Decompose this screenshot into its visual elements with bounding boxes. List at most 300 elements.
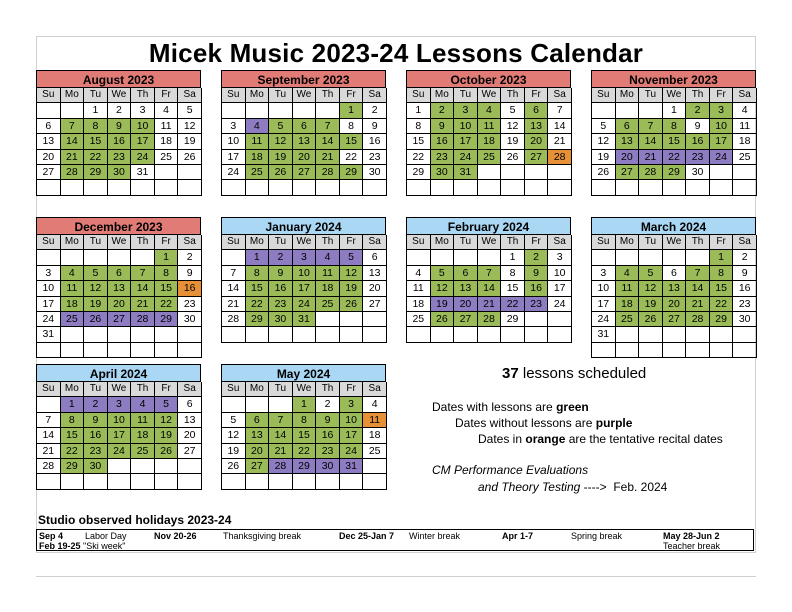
- day-cell: 10: [592, 281, 616, 296]
- empty-cell: [222, 327, 246, 342]
- empty-cell: [663, 250, 687, 265]
- day-cell: 24: [340, 444, 364, 459]
- empty-cell: [246, 397, 270, 412]
- day-cell: 10: [548, 266, 572, 281]
- weekday-header: Th: [131, 235, 155, 250]
- empty-cell: [178, 343, 202, 358]
- empty-cell: [269, 474, 293, 489]
- day-cell: 17: [222, 150, 246, 165]
- day-cell: 19: [269, 150, 293, 165]
- day-cell: 5: [222, 413, 246, 428]
- day-cell: 8: [84, 119, 108, 134]
- day-cell: 10: [340, 413, 364, 428]
- day-cell: 26: [340, 297, 364, 312]
- day-cell: 16: [84, 428, 108, 443]
- day-cell: 4: [733, 103, 757, 118]
- day-cell: 4: [155, 103, 179, 118]
- day-cell: 29: [246, 312, 270, 327]
- holiday-label: Thanksgiving break: [223, 531, 302, 541]
- day-cell: 13: [616, 134, 640, 149]
- holidays-title: Studio observed holidays 2023-24: [38, 513, 232, 527]
- day-cell: 9: [525, 266, 549, 281]
- empty-cell: [131, 459, 155, 474]
- day-cell: 20: [108, 297, 132, 312]
- empty-cell: [525, 327, 549, 342]
- weekday-header: Sa: [178, 235, 202, 250]
- empty-cell: [108, 459, 132, 474]
- day-cell: 27: [37, 165, 61, 180]
- weekday-header: Th: [686, 88, 710, 103]
- day-cell: 1: [84, 103, 108, 118]
- day-cell: 3: [454, 103, 478, 118]
- day-cell: 6: [525, 103, 549, 118]
- day-cell: 3: [37, 266, 61, 281]
- page-title: Micek Music 2023-24 Lessons Calendar: [148, 38, 644, 68]
- day-cell: 18: [733, 134, 757, 149]
- empty-cell: [478, 180, 502, 195]
- day-cell: 13: [363, 266, 387, 281]
- day-cell: 22: [293, 444, 317, 459]
- day-cell: 23: [316, 444, 340, 459]
- weekday-header: Tu: [454, 235, 478, 250]
- day-cell: 17: [131, 134, 155, 149]
- empty-cell: [454, 180, 478, 195]
- day-cell: 18: [407, 297, 431, 312]
- day-cell: 22: [501, 297, 525, 312]
- holiday-label: Teacher break: [663, 541, 721, 551]
- empty-cell: [639, 327, 663, 342]
- empty-cell: [131, 343, 155, 358]
- month-title: April 2024: [36, 364, 201, 382]
- day-cell: 24: [222, 165, 246, 180]
- day-cell: 12: [431, 281, 455, 296]
- day-cell: 11: [363, 413, 387, 428]
- day-cell: 15: [501, 281, 525, 296]
- empty-cell: [61, 327, 85, 342]
- empty-cell: [340, 327, 364, 342]
- day-cell: 21: [478, 297, 502, 312]
- day-cell: 28: [37, 459, 61, 474]
- day-cell: 2: [108, 103, 132, 118]
- weekday-header: Fr: [525, 235, 549, 250]
- holidays-box: [36, 529, 754, 551]
- day-cell: 4: [407, 266, 431, 281]
- day-cell: 25: [407, 312, 431, 327]
- day-cell: 27: [108, 312, 132, 327]
- day-cell: 13: [178, 413, 202, 428]
- day-cell: 12: [178, 119, 202, 134]
- day-cell: 23: [431, 150, 455, 165]
- day-cell: 17: [37, 297, 61, 312]
- day-cell: 7: [61, 119, 85, 134]
- day-cell: 14: [478, 281, 502, 296]
- weekday-header: Sa: [178, 88, 202, 103]
- empty-cell: [178, 474, 202, 489]
- weekday-header: Su: [222, 88, 246, 103]
- day-cell: 22: [663, 150, 687, 165]
- day-cell: 23: [108, 150, 132, 165]
- day-cell: 23: [269, 297, 293, 312]
- day-cell: 2: [84, 397, 108, 412]
- day-cell: 15: [407, 134, 431, 149]
- day-cell: 1: [340, 103, 364, 118]
- empty-cell: [407, 250, 431, 265]
- day-cell: 12: [84, 281, 108, 296]
- month-grid: [591, 235, 756, 358]
- holiday-label: "Ski week": [83, 541, 126, 551]
- empty-cell: [293, 327, 317, 342]
- empty-cell: [548, 327, 572, 342]
- holiday-label: Winter break: [409, 531, 461, 541]
- day-cell: 20: [178, 428, 202, 443]
- weekday-header: Tu: [639, 235, 663, 250]
- day-cell: 30: [84, 459, 108, 474]
- weekday-header: Mo: [61, 88, 85, 103]
- day-cell: 9: [363, 119, 387, 134]
- weekday-header: Th: [316, 88, 340, 103]
- day-cell: 30: [686, 165, 710, 180]
- day-cell: 30: [316, 459, 340, 474]
- weekday-header: We: [293, 382, 317, 397]
- day-cell: 14: [639, 134, 663, 149]
- day-cell: 26: [639, 312, 663, 327]
- day-cell: 10: [37, 281, 61, 296]
- empty-cell: [316, 103, 340, 118]
- month-title: January 2024: [221, 217, 386, 235]
- empty-cell: [293, 103, 317, 118]
- empty-cell: [710, 327, 734, 342]
- empty-cell: [525, 165, 549, 180]
- day-cell: 16: [686, 134, 710, 149]
- empty-cell: [61, 343, 85, 358]
- weekday-header: Mo: [246, 382, 270, 397]
- month-grid: [221, 382, 386, 490]
- day-cell: 17: [108, 428, 132, 443]
- month-february-2024: [406, 217, 571, 343]
- month-title: December 2023: [36, 217, 201, 235]
- day-cell: 8: [293, 413, 317, 428]
- day-cell: 25: [246, 165, 270, 180]
- day-cell: 28: [478, 312, 502, 327]
- empty-cell: [222, 474, 246, 489]
- day-cell: 23: [686, 150, 710, 165]
- day-cell: 8: [61, 413, 85, 428]
- holiday-date: Sep 4: [39, 531, 64, 541]
- empty-cell: [246, 327, 270, 342]
- day-cell: 20: [454, 297, 478, 312]
- day-cell: 8: [501, 266, 525, 281]
- day-cell: 24: [108, 444, 132, 459]
- empty-cell: [293, 180, 317, 195]
- day-cell: 19: [592, 150, 616, 165]
- empty-cell: [155, 165, 179, 180]
- day-cell: 29: [61, 459, 85, 474]
- holiday-date: Apr 1-7: [502, 531, 534, 541]
- weekday-header: We: [108, 382, 132, 397]
- day-cell: 6: [616, 119, 640, 134]
- month-grid: [221, 235, 386, 343]
- weekday-header: We: [663, 235, 687, 250]
- day-cell: 27: [454, 312, 478, 327]
- day-cell: 5: [501, 103, 525, 118]
- weekday-header: Sa: [733, 235, 757, 250]
- day-cell: 2: [431, 103, 455, 118]
- weekday-header: Tu: [269, 88, 293, 103]
- day-cell: 9: [733, 266, 757, 281]
- day-cell: 7: [639, 119, 663, 134]
- day-cell: 13: [525, 119, 549, 134]
- day-cell: 20: [37, 150, 61, 165]
- day-cell: 1: [663, 103, 687, 118]
- empty-cell: [407, 327, 431, 342]
- day-cell: 8: [407, 119, 431, 134]
- empty-cell: [269, 103, 293, 118]
- weekday-header: Su: [592, 88, 616, 103]
- day-cell: 25: [155, 150, 179, 165]
- day-cell: 19: [178, 134, 202, 149]
- day-cell: 5: [84, 266, 108, 281]
- empty-cell: [178, 459, 202, 474]
- empty-cell: [37, 250, 61, 265]
- weekday-header: Su: [37, 88, 61, 103]
- day-cell: 1: [61, 397, 85, 412]
- empty-cell: [222, 397, 246, 412]
- empty-cell: [686, 343, 710, 358]
- day-cell: 28: [61, 165, 85, 180]
- empty-cell: [222, 180, 246, 195]
- weekday-header: Mo: [431, 235, 455, 250]
- empty-cell: [548, 165, 572, 180]
- day-cell: 9: [269, 266, 293, 281]
- empty-cell: [431, 250, 455, 265]
- day-cell: 2: [363, 103, 387, 118]
- month-may-2024: [221, 364, 386, 490]
- day-cell: 28: [269, 459, 293, 474]
- weekday-header: Fr: [340, 235, 364, 250]
- day-cell: 19: [84, 297, 108, 312]
- empty-cell: [246, 180, 270, 195]
- day-cell: 11: [131, 413, 155, 428]
- month-title: May 2024: [221, 364, 386, 382]
- day-cell: 17: [592, 297, 616, 312]
- empty-cell: [431, 180, 455, 195]
- empty-cell: [616, 327, 640, 342]
- empty-cell: [37, 343, 61, 358]
- month-title: October 2023: [406, 70, 571, 88]
- day-cell: 29: [340, 165, 364, 180]
- weekday-header: Su: [592, 235, 616, 250]
- day-cell: 7: [548, 103, 572, 118]
- day-cell: 6: [37, 119, 61, 134]
- day-cell: 20: [616, 150, 640, 165]
- weekday-header: Tu: [84, 88, 108, 103]
- weekday-header: Sa: [733, 88, 757, 103]
- day-cell: 15: [340, 134, 364, 149]
- empty-cell: [454, 327, 478, 342]
- day-cell: 29: [407, 165, 431, 180]
- day-cell: 5: [269, 119, 293, 134]
- day-cell: 6: [363, 250, 387, 265]
- empty-cell: [431, 327, 455, 342]
- day-cell: 15: [246, 281, 270, 296]
- day-cell: 23: [525, 297, 549, 312]
- empty-cell: [592, 180, 616, 195]
- day-cell: 27: [525, 150, 549, 165]
- weekday-header: Fr: [710, 88, 734, 103]
- weekday-header: We: [108, 235, 132, 250]
- day-cell: 24: [293, 297, 317, 312]
- legend-green: Dates with lessons are green: [432, 400, 589, 414]
- day-cell: 30: [733, 312, 757, 327]
- weekday-header: We: [293, 88, 317, 103]
- month-grid: [221, 88, 386, 196]
- empty-cell: [316, 312, 340, 327]
- empty-cell: [178, 180, 202, 195]
- empty-cell: [178, 327, 202, 342]
- weekday-header: Su: [37, 382, 61, 397]
- day-cell: 28: [131, 312, 155, 327]
- day-cell: 7: [316, 119, 340, 134]
- day-cell: 27: [616, 165, 640, 180]
- day-cell: 6: [293, 119, 317, 134]
- day-cell: 3: [131, 103, 155, 118]
- weekday-header: Sa: [548, 235, 572, 250]
- day-cell: 9: [316, 413, 340, 428]
- weekday-header: Sa: [178, 382, 202, 397]
- empty-cell: [37, 180, 61, 195]
- day-cell: 18: [131, 428, 155, 443]
- day-cell: 8: [246, 266, 270, 281]
- empty-cell: [155, 180, 179, 195]
- empty-cell: [108, 474, 132, 489]
- day-cell: 12: [222, 428, 246, 443]
- day-cell: 7: [269, 413, 293, 428]
- weekday-header: Mo: [246, 88, 270, 103]
- month-grid: [36, 235, 201, 358]
- day-cell: 10: [108, 413, 132, 428]
- day-cell: 13: [454, 281, 478, 296]
- month-april-2024: [36, 364, 201, 490]
- legend-purple: Dates without lessons are purple: [455, 416, 633, 430]
- day-cell: 28: [316, 165, 340, 180]
- day-cell: 19: [501, 134, 525, 149]
- day-cell: 11: [61, 281, 85, 296]
- weekday-header: Tu: [84, 235, 108, 250]
- day-cell: 14: [37, 428, 61, 443]
- day-cell: 19: [431, 297, 455, 312]
- legend-orange: Dates in orange are the tentative recital dates: [478, 432, 723, 446]
- empty-cell: [592, 343, 616, 358]
- day-cell: 29: [293, 459, 317, 474]
- empty-cell: [525, 180, 549, 195]
- weekday-header: Su: [37, 235, 61, 250]
- day-cell: 24: [454, 150, 478, 165]
- empty-cell: [108, 250, 132, 265]
- day-cell: 22: [246, 297, 270, 312]
- weekday-header: Th: [316, 382, 340, 397]
- day-cell: 26: [501, 150, 525, 165]
- day-cell: 12: [340, 266, 364, 281]
- empty-cell: [84, 327, 108, 342]
- month-september-2023: [221, 70, 386, 196]
- empty-cell: [616, 250, 640, 265]
- empty-cell: [178, 165, 202, 180]
- weekday-header: Th: [316, 235, 340, 250]
- weekday-header: Fr: [525, 88, 549, 103]
- empty-cell: [108, 327, 132, 342]
- day-cell: 19: [639, 297, 663, 312]
- empty-cell: [363, 180, 387, 195]
- empty-cell: [501, 327, 525, 342]
- empty-cell: [222, 250, 246, 265]
- day-cell: 23: [178, 297, 202, 312]
- day-cell: 11: [316, 266, 340, 281]
- month-title: September 2023: [221, 70, 386, 88]
- empty-cell: [363, 459, 387, 474]
- holiday-date: Nov 20-26: [154, 531, 197, 541]
- month-november-2023: [591, 70, 756, 196]
- weekday-header: Fr: [155, 235, 179, 250]
- day-cell: 15: [663, 134, 687, 149]
- day-cell: 26: [178, 150, 202, 165]
- day-cell: 5: [592, 119, 616, 134]
- empty-cell: [61, 474, 85, 489]
- weekday-header: We: [478, 88, 502, 103]
- weekday-header: Th: [686, 235, 710, 250]
- month-december-2023: [36, 217, 201, 358]
- day-cell: 2: [316, 397, 340, 412]
- day-cell: 5: [178, 103, 202, 118]
- day-cell: 19: [222, 444, 246, 459]
- cm-line2: and Theory Testing ----> Feb. 2024: [478, 480, 668, 494]
- day-cell: 9: [431, 119, 455, 134]
- day-cell: 11: [733, 119, 757, 134]
- day-cell: 9: [686, 119, 710, 134]
- weekday-header: We: [293, 235, 317, 250]
- day-cell: 31: [37, 327, 61, 342]
- weekday-header: Sa: [548, 88, 572, 103]
- lessons-summary: [502, 365, 646, 382]
- empty-cell: [363, 474, 387, 489]
- weekday-header: Sa: [363, 382, 387, 397]
- day-cell: 20: [363, 281, 387, 296]
- day-cell: 24: [548, 297, 572, 312]
- empty-cell: [525, 312, 549, 327]
- empty-cell: [663, 343, 687, 358]
- day-cell: 29: [84, 165, 108, 180]
- day-cell: 4: [478, 103, 502, 118]
- day-cell: 1: [293, 397, 317, 412]
- empty-cell: [478, 327, 502, 342]
- empty-cell: [61, 180, 85, 195]
- day-cell: 19: [155, 428, 179, 443]
- day-cell: 7: [222, 266, 246, 281]
- month-march-2024: [591, 217, 756, 358]
- day-cell: 4: [316, 250, 340, 265]
- day-cell: 21: [548, 134, 572, 149]
- empty-cell: [340, 180, 364, 195]
- empty-cell: [501, 165, 525, 180]
- day-cell: 15: [61, 428, 85, 443]
- month-grid: [36, 88, 201, 196]
- day-cell: 8: [710, 266, 734, 281]
- day-cell: 31: [340, 459, 364, 474]
- day-cell: 31: [293, 312, 317, 327]
- day-cell: 22: [84, 150, 108, 165]
- day-cell: 18: [316, 281, 340, 296]
- empty-cell: [61, 103, 85, 118]
- month-grid: [406, 88, 571, 196]
